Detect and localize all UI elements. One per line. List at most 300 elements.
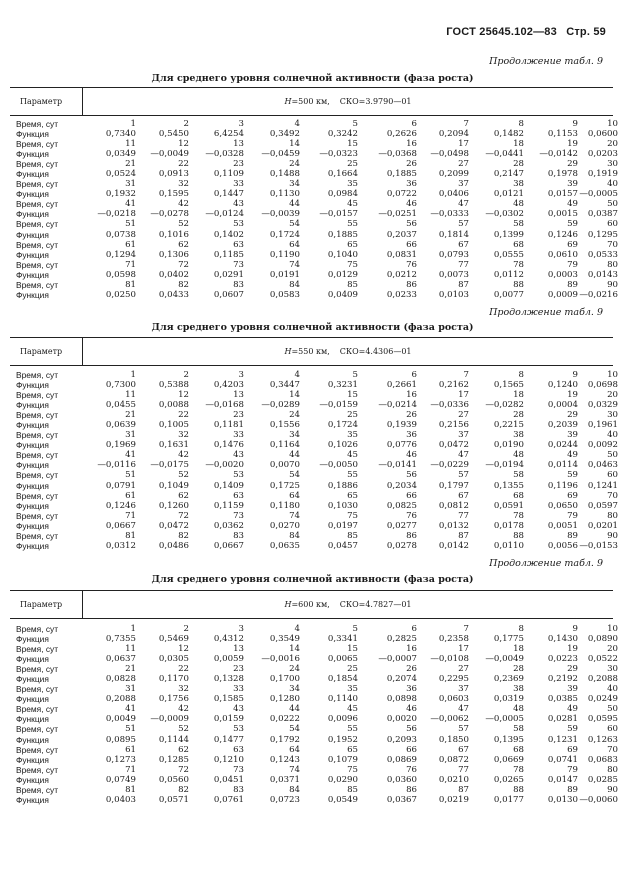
value-cell: 0,1775 [493,634,524,645]
day-cell: 16 [406,390,417,401]
day-cell: 74 [289,764,300,775]
value-cell: 0,1814 [438,229,469,240]
value-cell: 0,2156 [438,420,469,431]
table-row-days [10,159,618,170]
value-cell: —0,0062 [430,714,469,725]
value-cell: 0,2661 [386,380,417,391]
day-cell: 79 [567,510,578,521]
day-cell: 61 [125,744,136,755]
value-cell: 0,1395 [493,734,524,745]
value-cell: —0,0108 [430,654,469,665]
table-row-values [10,400,618,411]
value-cell: 0,1040 [327,249,358,260]
day-cell: 43 [233,450,244,461]
row-label: Функция [16,400,49,411]
day-cell: 36 [406,684,417,695]
day-cell: 55 [347,470,358,481]
day-cell: 5 [352,119,358,129]
table-row-days [10,390,618,401]
value-cell: 0,3231 [327,380,358,391]
day-cell: 83 [233,784,244,795]
value-cell: 0,1854 [327,674,358,685]
day-cell: 46 [406,199,417,210]
value-cell: —0,0116 [97,460,136,471]
day-cell: 17 [458,644,469,655]
row-label: Функция [16,289,49,300]
param-header-label: Параметр [20,97,63,106]
value-cell: 0,0201 [587,520,618,531]
day-cell: 37 [458,684,469,695]
value-cell: 0,1130 [269,189,300,200]
value-cell: 0,0009 [547,289,578,300]
day-cell: 87 [458,530,469,541]
value-cell: 0,0157 [547,189,578,200]
value-cell: 0,1140 [327,694,358,705]
row-label: Функция [16,169,49,180]
standard-number: ГОСТ 25645.102—83 [446,26,557,38]
row-label: Функция [16,540,49,551]
day-cell: 24 [289,159,300,170]
day-cell: 66 [406,744,417,755]
value-cell: —0,0141 [378,460,417,471]
day-cell: 85 [347,279,358,290]
day-cell: 77 [458,764,469,775]
day-cell: 17 [458,390,469,401]
day-cell: 56 [406,470,417,481]
day-cell: 21 [125,410,136,421]
altitude-symbol: Н [284,97,292,106]
value-cell: 0,1005 [158,420,189,431]
row-label: Время, сут [16,644,59,655]
day-cell: 65 [347,490,358,501]
day-cell: 39 [567,430,578,441]
day-cell: 24 [289,664,300,675]
row-label: Время, сут [16,159,59,170]
row-label: Время, сут [16,239,59,250]
day-cell: 51 [125,470,136,481]
value-cell: 0,1306 [158,249,189,260]
sko-value: СКО=4.7827—01 [339,600,412,609]
day-cell: 48 [513,450,524,461]
day-cell: 52 [178,724,189,735]
value-cell: 0,0219 [438,794,469,805]
day-cell: 12 [178,390,189,401]
day-cell: 50 [607,704,618,715]
value-cell: 0,1241 [587,480,618,491]
value-cell: 0,0403 [105,794,136,805]
table-row-values [10,540,618,551]
value-cell: 0,0869 [386,754,417,765]
value-cell: 0,1961 [587,420,618,431]
table-row-values [10,229,618,240]
day-cell: 24 [289,410,300,421]
day-cell: 28 [513,664,524,675]
value-cell: —0,0020 [205,460,244,471]
day-cell: 84 [289,784,300,795]
day-cell: 20 [607,390,618,401]
value-cell: 0,1328 [213,674,244,685]
day-cell: 71 [125,259,136,270]
day-cell: 88 [513,784,524,795]
day-cell: 23 [233,410,244,421]
day-cell: 6 [411,624,417,634]
value-cell: —0,0498 [430,149,469,160]
row-label: Функция [16,520,49,531]
continuation-note: Продолжение табл. 9 [489,558,603,569]
day-cell: 67 [458,239,469,250]
day-cell: 62 [178,239,189,250]
param-header-cell [10,591,83,618]
day-cell: 34 [289,179,300,190]
value-cell: 0,2626 [386,129,417,140]
day-cell: 38 [513,430,524,441]
value-cell: 0,2215 [493,420,524,431]
day-cell: 73 [233,510,244,521]
table-row-days [10,239,618,250]
value-cell: 0,5450 [158,129,189,140]
day-cell: 47 [458,450,469,461]
value-cell: —0,0175 [150,460,189,471]
value-cell: 0,0667 [213,540,244,551]
row-label: Функция [16,380,49,391]
day-cell: 32 [178,684,189,695]
value-cell: 0,0385 [547,694,578,705]
value-cell: 0,0191 [269,269,300,280]
day-cell: 63 [233,744,244,755]
day-cell: 10 [607,119,618,129]
value-cell: 0,0571 [158,794,189,805]
value-cell: 0,1556 [269,420,300,431]
value-cell: 0,3242 [327,129,358,140]
day-cell: 72 [178,510,189,521]
day-cell: 78 [513,510,524,521]
day-cell: 6 [411,119,417,129]
value-cell: 0,0486 [158,540,189,551]
day-cell: 60 [607,724,618,735]
day-cell: 52 [178,470,189,481]
value-cell: 0,0312 [105,540,136,551]
day-cell: 54 [289,470,300,481]
value-cell: 0,0110 [493,540,524,551]
day-cell: 79 [567,259,578,270]
value-cell: 0,0077 [493,289,524,300]
day-cell: 41 [125,450,136,461]
table-body [10,624,618,805]
day-cell: 1 [130,624,136,634]
value-cell: 0,1932 [105,189,136,200]
day-cell: 66 [406,490,417,501]
value-cell: —0,0251 [378,209,417,220]
day-cell: 37 [458,430,469,441]
value-cell: —0,0333 [430,209,469,220]
value-cell: 0,0132 [438,520,469,531]
value-cell: 0,1153 [547,129,578,140]
table-row-values [10,694,618,705]
day-cell: 27 [458,159,469,170]
day-cell: 19 [567,390,578,401]
altitude-value: =600 км, [291,600,330,609]
value-cell: 0,0402 [158,269,189,280]
day-cell: 77 [458,510,469,521]
table-row-values [10,269,618,280]
value-cell: 0,0639 [105,420,136,431]
day-cell: 68 [513,239,524,250]
day-cell: 13 [233,390,244,401]
value-cell: 0,2099 [438,169,469,180]
day-cell: 54 [289,219,300,230]
continuation-note: Продолжение табл. 9 [489,56,603,67]
day-cell: 76 [406,510,417,521]
day-cell: 79 [567,764,578,775]
table-row-values [10,169,618,180]
value-cell: 0,1939 [386,420,417,431]
row-label: Время, сут [16,139,59,150]
table-row-values [10,129,618,140]
value-cell: 0,0291 [213,269,244,280]
page-header [446,26,606,38]
table-header [10,337,613,366]
day-cell: 58 [513,219,524,230]
value-cell: 0,1724 [327,420,358,431]
value-cell: 0,1978 [547,169,578,180]
day-cell: 74 [289,259,300,270]
value-cell: 0,0913 [158,169,189,180]
value-cell: 0,0698 [587,380,618,391]
day-cell: 43 [233,704,244,715]
value-cell: 0,1756 [158,694,189,705]
day-cell: 70 [607,744,618,755]
value-cell: 0,1243 [269,754,300,765]
value-cell: 0,0895 [105,734,136,745]
value-cell: 0,1488 [269,169,300,180]
value-cell: 0,0722 [386,189,417,200]
value-cell: 0,0872 [438,754,469,765]
value-cell: 0,0250 [105,289,136,300]
row-label: Функция [16,229,49,240]
day-cell: 7 [463,624,469,634]
table-row-values [10,209,618,220]
row-label: Время, сут [16,370,59,380]
value-cell: —0,0459 [261,149,300,160]
day-cell: 48 [513,704,524,715]
day-cell: 5 [352,370,358,380]
table-row-days [10,139,618,150]
value-cell: 0,0190 [493,440,524,451]
value-cell: 0,0738 [105,229,136,240]
day-cell: 32 [178,179,189,190]
day-cell: 69 [567,744,578,755]
value-cell: 0,2192 [547,674,578,685]
row-label: Время, сут [16,219,59,230]
row-label: Время, сут [16,119,59,129]
table-row-values [10,500,618,511]
value-cell: 0,0147 [547,774,578,785]
day-cell: 82 [178,279,189,290]
value-cell: 0,0776 [386,440,417,451]
day-cell: 3 [238,624,244,634]
value-cell: 0,0812 [438,500,469,511]
value-cell: 0,1477 [213,734,244,745]
row-label: Функция [16,440,49,451]
value-cell: 0,1482 [493,129,524,140]
day-cell: 25 [347,159,358,170]
value-cell: 0,0065 [327,654,358,665]
value-cell: 0,0319 [493,694,524,705]
value-cell: 0,1164 [269,440,300,451]
day-cell: 57 [458,724,469,735]
day-cell: 35 [347,430,358,441]
value-cell: 0,1049 [158,480,189,491]
day-cell: 20 [607,139,618,150]
day-cell: 59 [567,219,578,230]
value-cell: 0,3492 [269,129,300,140]
row-label: Функция [16,209,49,220]
day-cell: 15 [347,644,358,655]
table-row-days [10,664,618,675]
value-cell: 0,1885 [327,229,358,240]
value-cell: 0,1565 [493,380,524,391]
value-cell: 0,1210 [213,754,244,765]
param-header-label: Параметр [20,600,63,609]
day-cell: 87 [458,784,469,795]
table-row-days [10,450,618,461]
day-cell: 78 [513,764,524,775]
value-cell: —0,0229 [430,460,469,471]
value-cell: 0,0004 [547,400,578,411]
day-cell: 33 [233,430,244,441]
table-row-values [10,380,618,391]
day-cell: 9 [572,370,578,380]
day-cell: 55 [347,724,358,735]
value-cell: 0,1231 [547,734,578,745]
value-cell: 0,0637 [105,654,136,665]
day-cell: 8 [518,624,524,634]
day-cell: 13 [233,139,244,150]
value-cell: 0,1952 [327,734,358,745]
value-cell: 0,0583 [269,289,300,300]
day-cell: 75 [347,764,358,775]
day-cell: 45 [347,199,358,210]
day-cell: 86 [406,530,417,541]
day-cell: 33 [233,684,244,695]
value-cell: 0,0020 [386,714,417,725]
value-cell: 6,4254 [213,129,244,140]
day-cell: 22 [178,410,189,421]
day-cell: 27 [458,410,469,421]
value-cell: —0,0153 [579,540,618,551]
value-cell: 0,0984 [327,189,358,200]
value-cell: 0,1240 [547,380,578,391]
value-cell: 0,0371 [269,774,300,785]
table-row-values [10,480,618,491]
value-cell: 0,1185 [213,249,244,260]
day-cell: 49 [567,450,578,461]
row-label: Функция [16,189,49,200]
value-cell: 0,0603 [438,694,469,705]
value-cell: —0,0336 [430,400,469,411]
value-cell: 0,1886 [327,480,358,491]
value-cell: 0,1447 [213,189,244,200]
value-cell: —0,0124 [205,209,244,220]
value-cell: 0,0197 [327,520,358,531]
value-cell: 0,0597 [587,500,618,511]
day-cell: 28 [513,410,524,421]
day-cell: 22 [178,664,189,675]
value-cell: 0,0367 [386,794,417,805]
day-cell: 31 [125,430,136,441]
day-cell: 54 [289,724,300,735]
value-cell: 0,2074 [386,674,417,685]
value-cell: 0,0600 [587,129,618,140]
day-cell: 70 [607,490,618,501]
table-row-days [10,704,618,715]
day-cell: 82 [178,530,189,541]
value-cell: 0,0349 [105,149,136,160]
day-cell: 4 [294,370,300,380]
day-cell: 14 [289,390,300,401]
value-cell: 0,2147 [493,169,524,180]
value-cell: —0,0039 [261,209,300,220]
value-cell: 0,0177 [493,794,524,805]
condition-header [83,97,613,106]
value-cell: 0,2094 [438,129,469,140]
value-cell: —0,0159 [319,400,358,411]
value-cell: 0,0249 [587,694,618,705]
row-label: Функция [16,634,49,645]
row-label: Время, сут [16,624,59,634]
value-cell: 0,0463 [587,460,618,471]
day-cell: 77 [458,259,469,270]
value-cell: 0,0070 [269,460,300,471]
table-row-days [10,119,618,129]
day-cell: 16 [406,139,417,150]
value-cell: —0,0049 [150,149,189,160]
value-cell: 0,0159 [213,714,244,725]
value-cell: 0,1409 [213,480,244,491]
value-cell: 0,0741 [547,754,578,765]
day-cell: 53 [233,219,244,230]
day-cell: 29 [567,159,578,170]
value-cell: 0,1595 [158,189,189,200]
value-cell: 0,0825 [386,500,417,511]
value-cell: 0,2369 [493,674,524,685]
table-row-values [10,774,618,785]
day-cell: 80 [607,259,618,270]
row-label: Функция [16,460,49,471]
row-label: Функция [16,269,49,280]
value-cell: 0,2825 [386,634,417,645]
value-cell: —0,0009 [150,714,189,725]
day-cell: 5 [352,624,358,634]
row-label: Функция [16,794,49,805]
day-cell: 62 [178,744,189,755]
row-label: Время, сут [16,179,59,190]
value-cell: 0,0290 [327,774,358,785]
value-cell: —0,0060 [579,794,618,805]
day-cell: 32 [178,430,189,441]
day-cell: 63 [233,239,244,250]
day-cell: 59 [567,724,578,735]
value-cell: 0,0828 [105,674,136,685]
day-cell: 60 [607,219,618,230]
value-cell: 0,0387 [587,209,618,220]
value-cell: 0,0831 [386,249,417,260]
row-label: Время, сут [16,684,59,695]
day-cell: 81 [125,279,136,290]
table-row-days [10,490,618,501]
row-label: Время, сут [16,430,59,441]
day-cell: 12 [178,139,189,150]
